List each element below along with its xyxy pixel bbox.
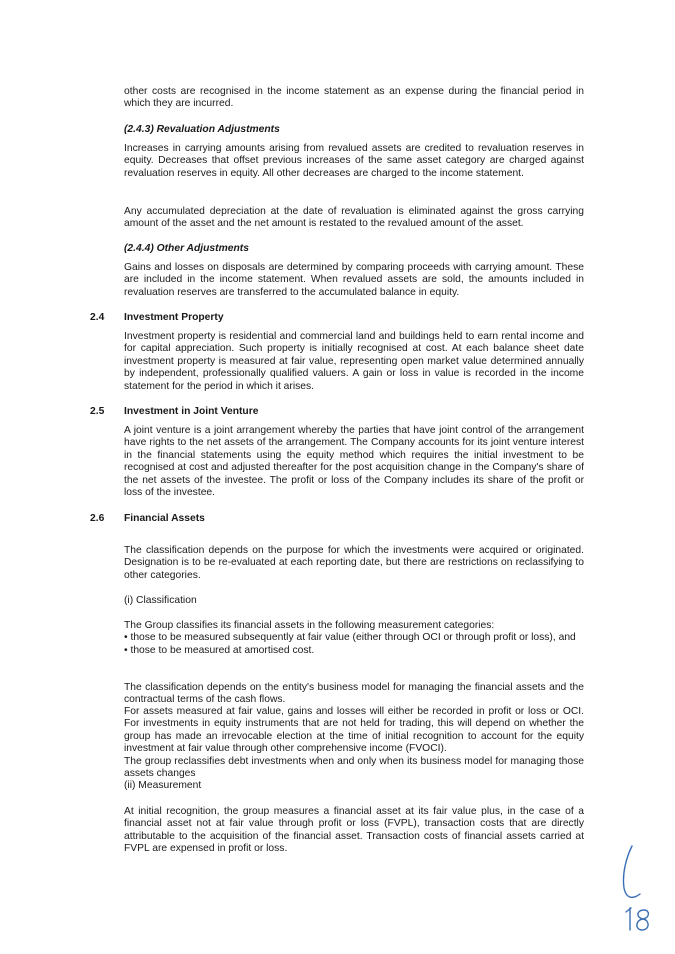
joint-venture-paragraph: A joint venture is a joint arrangement whereby the parties that have joint control of the arrangement have rights to the net assets of the arrangement. The Company accounts for its joint venture interest in the financial statements using the equity method which requires the initial investment to be recognised at cost and adjusted thereafter for the post acquisition change in the Company's share of the net assets of the investee. The profit or loss of the Company includes its share of the profit or loss of the investee. [124,425,584,499]
section-number-2-4: 2.4 [90,312,105,323]
heading-investment-property: Investment Property [124,312,224,323]
intro-paragraph: other costs are recognised in the income statement as an expense during the financial period in which they are incurred. [124,86,584,110]
other-adjustments-paragraph: Gains and losses on disposals are determined by comparing proceeds with carrying amount. These are included in the income statement. When revalued assets are sold, the amounts included in revaluation reserves are transferred to the accumulated balance in equity. [124,262,584,298]
financial-assets-paragraph-4: For assets measured at fair value, gains and losses will either be recorded in profit or loss or OCI. For investments in equity instruments that are not held for trading, this will depend on whether the group has made an irrevocable election at the time of initial recognition to account for the equity investment at fair value through other comprehensive income (FVOCI). [124,706,584,755]
financial-assets-paragraph-3: The classification depends on the entity's business model for managing the financial assets and the contractual terms of the cash flows. [124,682,584,706]
financial-assets-paragraph-5: The group reclassifies debt investments when and only when its business model for managing those assets changes [124,756,584,780]
section-number-2-6: 2.6 [90,513,105,524]
classification-intro: The Group classifies its financial assets in the following measurement categories: [124,620,495,631]
classification-label: (i) Classification [124,595,197,606]
heading-financial-assets: Financial Assets [124,513,205,524]
heading-other-adjustments: (2.4.4) Other Adjustments [124,243,249,254]
classification-list [124,620,584,657]
handwritten-initials-mark [610,838,660,938]
classification-bullet-amortised: • those to be measured at amortised cost. [124,644,315,656]
measurement-paragraph: At initial recognition, the group measures a financial asset at its fair value plus, in the case of a financial asset not at fair value through profit or loss (FVPL), transaction costs that are directly attributable to the acquisition of the financial asset. Transaction costs of financial assets carried at FVPL are expensed in profit or loss. [124,806,584,855]
section-number-2-5: 2.5 [90,406,105,417]
classification-bullet-fair-value: • those to be measured subsequently at fair value (either through OCI or through profit or loss), and [124,632,576,644]
heading-revaluation-adjustments: (2.4.3) Revaluation Adjustments [124,124,280,135]
heading-joint-venture: Investment in Joint Venture [124,406,259,417]
investment-property-paragraph: Investment property is residential and commercial land and buildings held to earn rental income and for capital appreciation. Such property is initially recognised at cost. At each balance sheet date investment property is measured at fair value, representing open market value determined annually by independent, professionally qualified valuers. A gain or loss in value is recorded in the income statement for the period in which it arises. [124,331,584,392]
revaluation-paragraph-1: Increases in carrying amounts arising from revalued assets are credited to revaluation reserves in equity. Decreases that offset previous increases of the same asset category are charged against revaluation reserves in equity. All other decreases are charged to the income statement. [124,143,584,179]
revaluation-paragraph-2: Any accumulated depreciation at the date of revaluation is eliminated against the gross carrying amount of the asset and the net amount is restated to the revalued amount of the asset. [124,206,584,230]
financial-assets-paragraph-1: The classification depends on the purpose for which the investments were acquired or originated. Designation is to be re-evaluated at each reporting date, but there are restrictions on reclassifying to other categories. [124,545,584,581]
measurement-label: (ii) Measurement [124,780,202,791]
